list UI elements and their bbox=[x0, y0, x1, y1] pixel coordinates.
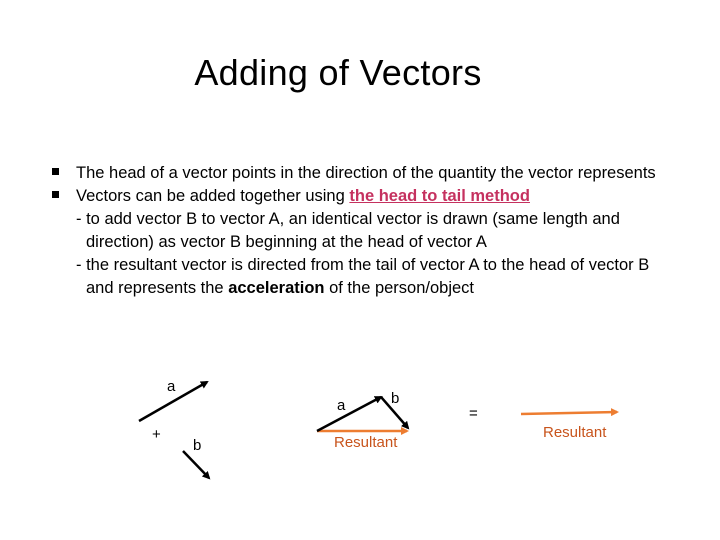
bullet-text-2-before: Vectors can be added together using bbox=[76, 187, 350, 205]
vector-b-arrow bbox=[183, 451, 209, 478]
vector-a-head-to-tail-arrow bbox=[317, 397, 381, 431]
sub-item-1-text: to add vector B to vector A, an identical vector is drawn (same length and direction) as vector B beginning at the head of vector A bbox=[86, 210, 620, 251]
sub-item-2-text-after: of the person/object bbox=[324, 279, 475, 297]
head-to-tail-method-highlight: the head to tail method bbox=[349, 187, 530, 205]
sub-item-2-text-before: the resultant vector is directed from the tail of vector A to the head of vector B and represents the bbox=[86, 256, 650, 297]
sub-item-2-dash: - bbox=[76, 256, 82, 274]
label-plus: + bbox=[152, 426, 161, 443]
final-resultant-arrow bbox=[521, 412, 617, 414]
label-resultant-right: Resultant bbox=[543, 424, 607, 441]
sub-item-1-dash: - bbox=[76, 210, 82, 228]
acceleration-bold: acceleration bbox=[228, 279, 325, 297]
slide-title: Adding of Vectors bbox=[194, 52, 482, 93]
label-b-left: b bbox=[193, 437, 202, 454]
label-a-left: a bbox=[167, 378, 176, 395]
label-b-middle: b bbox=[391, 390, 400, 407]
bullet-text-1: The head of a vector points in the direction of the quantity the vector represents bbox=[76, 164, 656, 182]
label-a-middle: a bbox=[337, 397, 346, 414]
label-equals: = bbox=[469, 405, 478, 422]
label-resultant-middle: Resultant bbox=[334, 434, 398, 451]
